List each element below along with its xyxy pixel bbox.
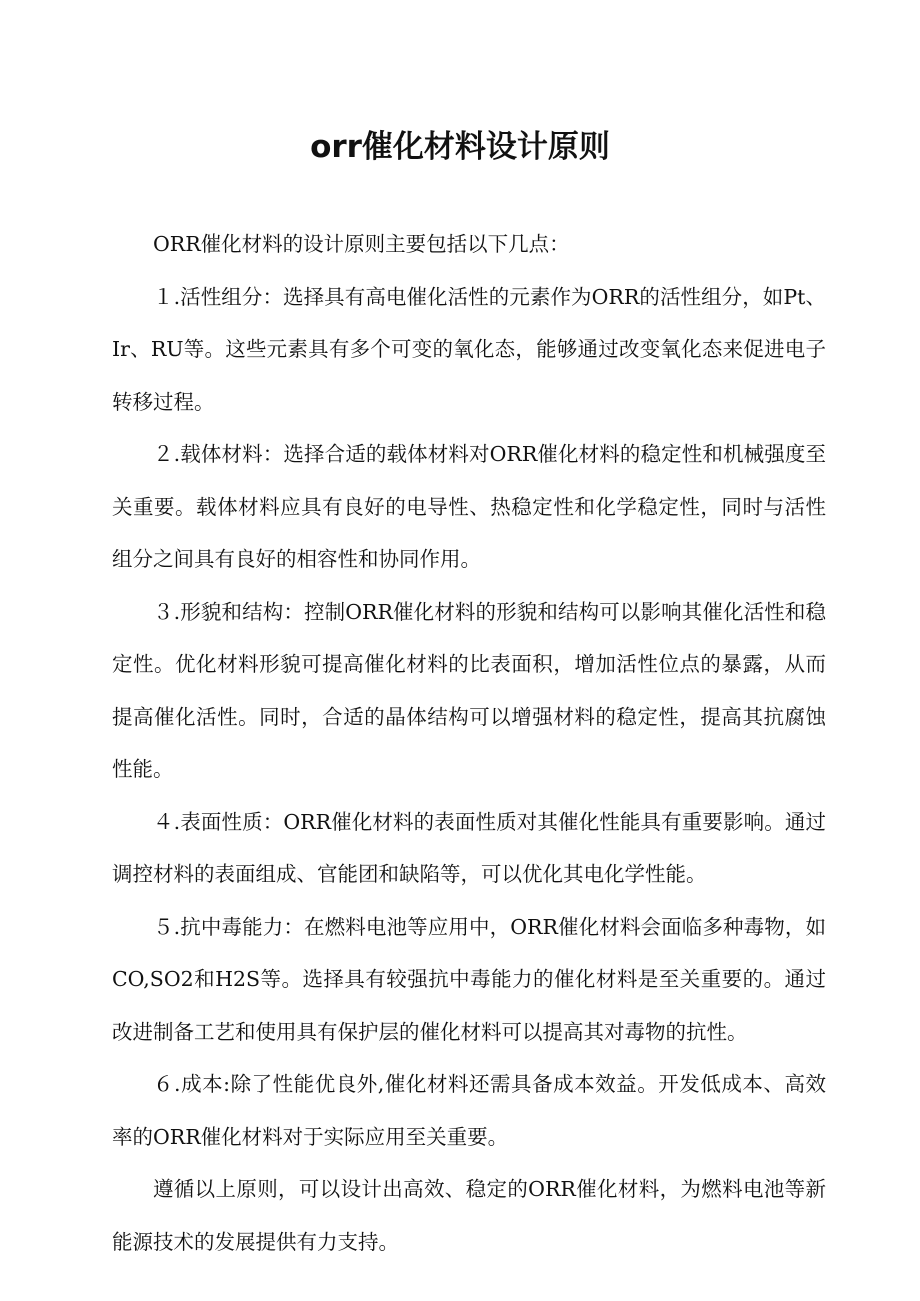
principle-6-cost: ６.成本:除了性能优良外,催化材料还需具备成本效益。开发低成本、高效率的ORR催化材料对于实际应用至关重要。 (112, 1072, 826, 1149)
document-body (112, 218, 826, 1268)
principle-4-surface-properties: ４.表面性质：ORR催化材料的表面性质对其催化性能具有重要影响。通过调控材料的表面组成、官能团和缺陷等，可以优化其电化学性能。 (112, 809, 826, 886)
principle-3-morphology-structure: ３.形貌和结构：控制ORR催化材料的形貌和结构可以影响其催化活性和稳定性。优化材料形貌可提高催化材料的比表面积，增加活性位点的暴露，从而提高催化活性。同时，合适的晶体结构可以增强材料的稳定性，提高其抗腐蚀性能。 (112, 599, 826, 781)
intro-paragraph: ORR催化材料的设计原则主要包括以下几点： (153, 232, 570, 256)
principle-5-poison-resistance: ５.抗中毒能力：在燃料电池等应用中，ORR催化材料会面临多种毒物，如CO,SO2和H2S等。选择具有较强抗中毒能力的催化材料是至关重要的。通过改进制备工艺和使用具有保护层的催化材料可以提高其对毒物的抗性。 (112, 914, 826, 1044)
principle-1-active-component: １.活性组分：选择具有高电催化活性的元素作为ORR的活性组分，如Pt、Ir、RU等。这些元素具有多个可变的氧化态，能够通过改变氧化态来促进电子转移过程。 (112, 284, 826, 414)
page-title: orr催化材料设计原则 (310, 129, 610, 165)
principle-2-support-material: ２.载体材料：选择合适的载体材料对ORR催化材料的稳定性和机械强度至关重要。载体材料应具有良好的电导性、热稳定性和化学稳定性，同时与活性组分之间具有良好的相容性和协同作用。 (112, 442, 826, 571)
conclusion-paragraph: 遵循以上原则，可以设计出高效、稳定的ORR催化材料，为燃料电池等新能源技术的发展提供有力支持。 (112, 1177, 826, 1254)
